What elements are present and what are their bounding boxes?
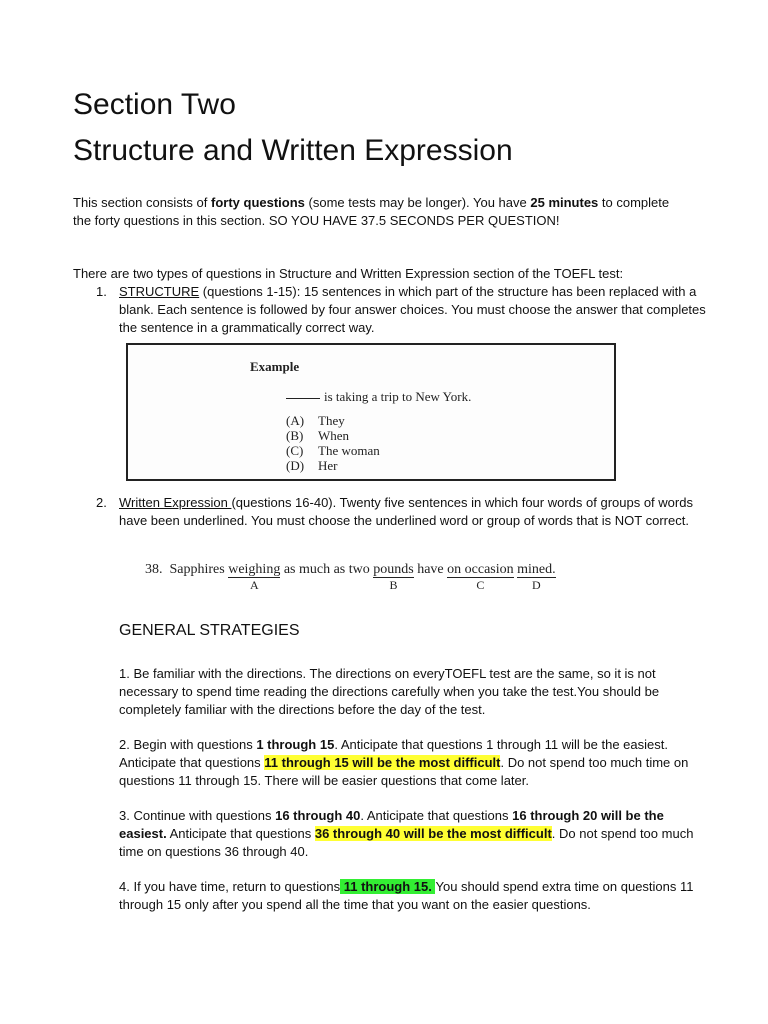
item1-text xyxy=(119,283,714,337)
intro-text-2: (some tests may be longer). You have xyxy=(304,195,531,210)
strategy-4 xyxy=(119,878,714,914)
s3-text-a: 3. Continue with questions xyxy=(119,808,276,823)
strategy-3 xyxy=(119,807,714,861)
item1-number: 1. xyxy=(96,284,107,299)
example-stem xyxy=(286,389,471,405)
s2-bold: 1 through 15 xyxy=(256,737,335,752)
section-title: Section Two xyxy=(73,88,236,121)
types-intro: There are two types of questions in Structure and Written Expression section of the TOEFL test: xyxy=(73,266,624,281)
strategy-1: 1. Be familiar with the directions. The directions on everyTOEFL test are the same, so it is not necessary to spend time reading the directions carefully when you take the test.You should be completely familiar with the directions before the day of the test. xyxy=(119,666,660,717)
marker-d: D xyxy=(532,578,541,592)
sentence-word: Sapphires xyxy=(169,562,225,577)
example-box xyxy=(126,343,616,481)
s3-text-f: . Do not spend too much time on questions 36 through 40. xyxy=(119,826,694,859)
section-subtitle: Structure and Written Expression xyxy=(73,134,513,167)
s2-text-d: . Do not spend too much time on questions 11 through 15. There will be easier questions that come later. xyxy=(119,755,689,788)
option-letter: (A) xyxy=(286,413,305,428)
option-letter: (B) xyxy=(286,428,304,443)
option-letter: (D) xyxy=(286,458,305,473)
s2-text-a: 2. Begin with questions xyxy=(119,737,257,752)
underlined-d xyxy=(517,562,556,592)
strategy-2 xyxy=(119,736,714,790)
intro-bold-forty: forty questions xyxy=(211,195,305,210)
item1-body: (questions 1-15): 15 sentences in which part of the structure has been replaced with a blank. Each sentence is followed by four answer choices. You must choose the answer that completes the sentence in a grammatically correct way. xyxy=(119,284,706,335)
underlined-word: mined. xyxy=(517,562,556,577)
s3-text-e: Anticipate that questions xyxy=(166,826,315,841)
example-option-b xyxy=(286,428,349,444)
s2-highlight: 11 through 15 will be the most difficult xyxy=(264,755,501,770)
marker-a: A xyxy=(249,578,259,592)
underlined-a xyxy=(228,562,281,592)
underlined-c xyxy=(447,562,514,592)
underlined-word: pounds xyxy=(373,562,414,577)
item2-label: Written Expression xyxy=(119,495,232,510)
blank-line xyxy=(286,398,320,399)
example-title: Example xyxy=(250,359,300,374)
sentence-word: have xyxy=(417,562,444,577)
marker-c: C xyxy=(476,578,485,592)
intro-paragraph xyxy=(73,194,688,230)
item2-body: (questions 16-40). Twenty five sentences in which four words of groups of words have been underlined. You must choose the underlined word or group of words that is NOT correct. xyxy=(119,495,693,528)
item1-label: STRUCTURE xyxy=(119,284,200,299)
example-stem-text: is taking a trip to New York. xyxy=(324,389,472,404)
option-text: Her xyxy=(318,458,338,473)
item2-number: 2. xyxy=(96,495,107,510)
example-option-d xyxy=(286,458,338,474)
option-text: They xyxy=(318,413,345,428)
s3-highlight: 36 through 40 will be the most difficult xyxy=(314,826,552,841)
underlined-word: on occasion xyxy=(447,562,514,577)
underlined-word: weighing xyxy=(228,562,281,577)
sample-sentence xyxy=(145,562,556,592)
sentence-word: as much as two xyxy=(283,562,370,577)
s3-bold-range: 16 through 40 xyxy=(275,808,361,823)
s2-text-c: . Anticipate that questions 1 through 11 will be the easiest. Anticipate that questions xyxy=(119,737,668,770)
s3-bold-easiest: 16 through 20 will be the easiest. xyxy=(119,808,664,841)
s3-text-c: . Anticipate that questions xyxy=(360,808,513,823)
example-option-c xyxy=(286,443,380,459)
marker-b: B xyxy=(389,578,398,592)
sentence-number: 38. xyxy=(145,562,163,577)
s4-text-a: 4. If you have time, return to questions xyxy=(119,879,341,894)
option-text: When xyxy=(318,428,350,443)
strategies-heading: GENERAL STRATEGIES xyxy=(119,622,300,639)
s4-highlight: 11 through 15. xyxy=(340,879,436,894)
example-option-a xyxy=(286,413,345,429)
intro-text-1: This section consists of xyxy=(73,195,211,210)
option-letter: (C) xyxy=(286,443,304,458)
intro-bold-minutes: 25 minutes xyxy=(530,195,599,210)
option-text: The woman xyxy=(318,443,380,458)
intro-text-3: to complete the forty questions in this section. SO YOU HAVE 37.5 SECONDS PER QUESTION! xyxy=(73,195,670,228)
s4-text-b: You should spend extra time on questions 11 through 15 only after you spend all the time that you want on the easier questions. xyxy=(119,879,694,912)
item2-text xyxy=(119,494,714,530)
underlined-b xyxy=(373,562,414,592)
